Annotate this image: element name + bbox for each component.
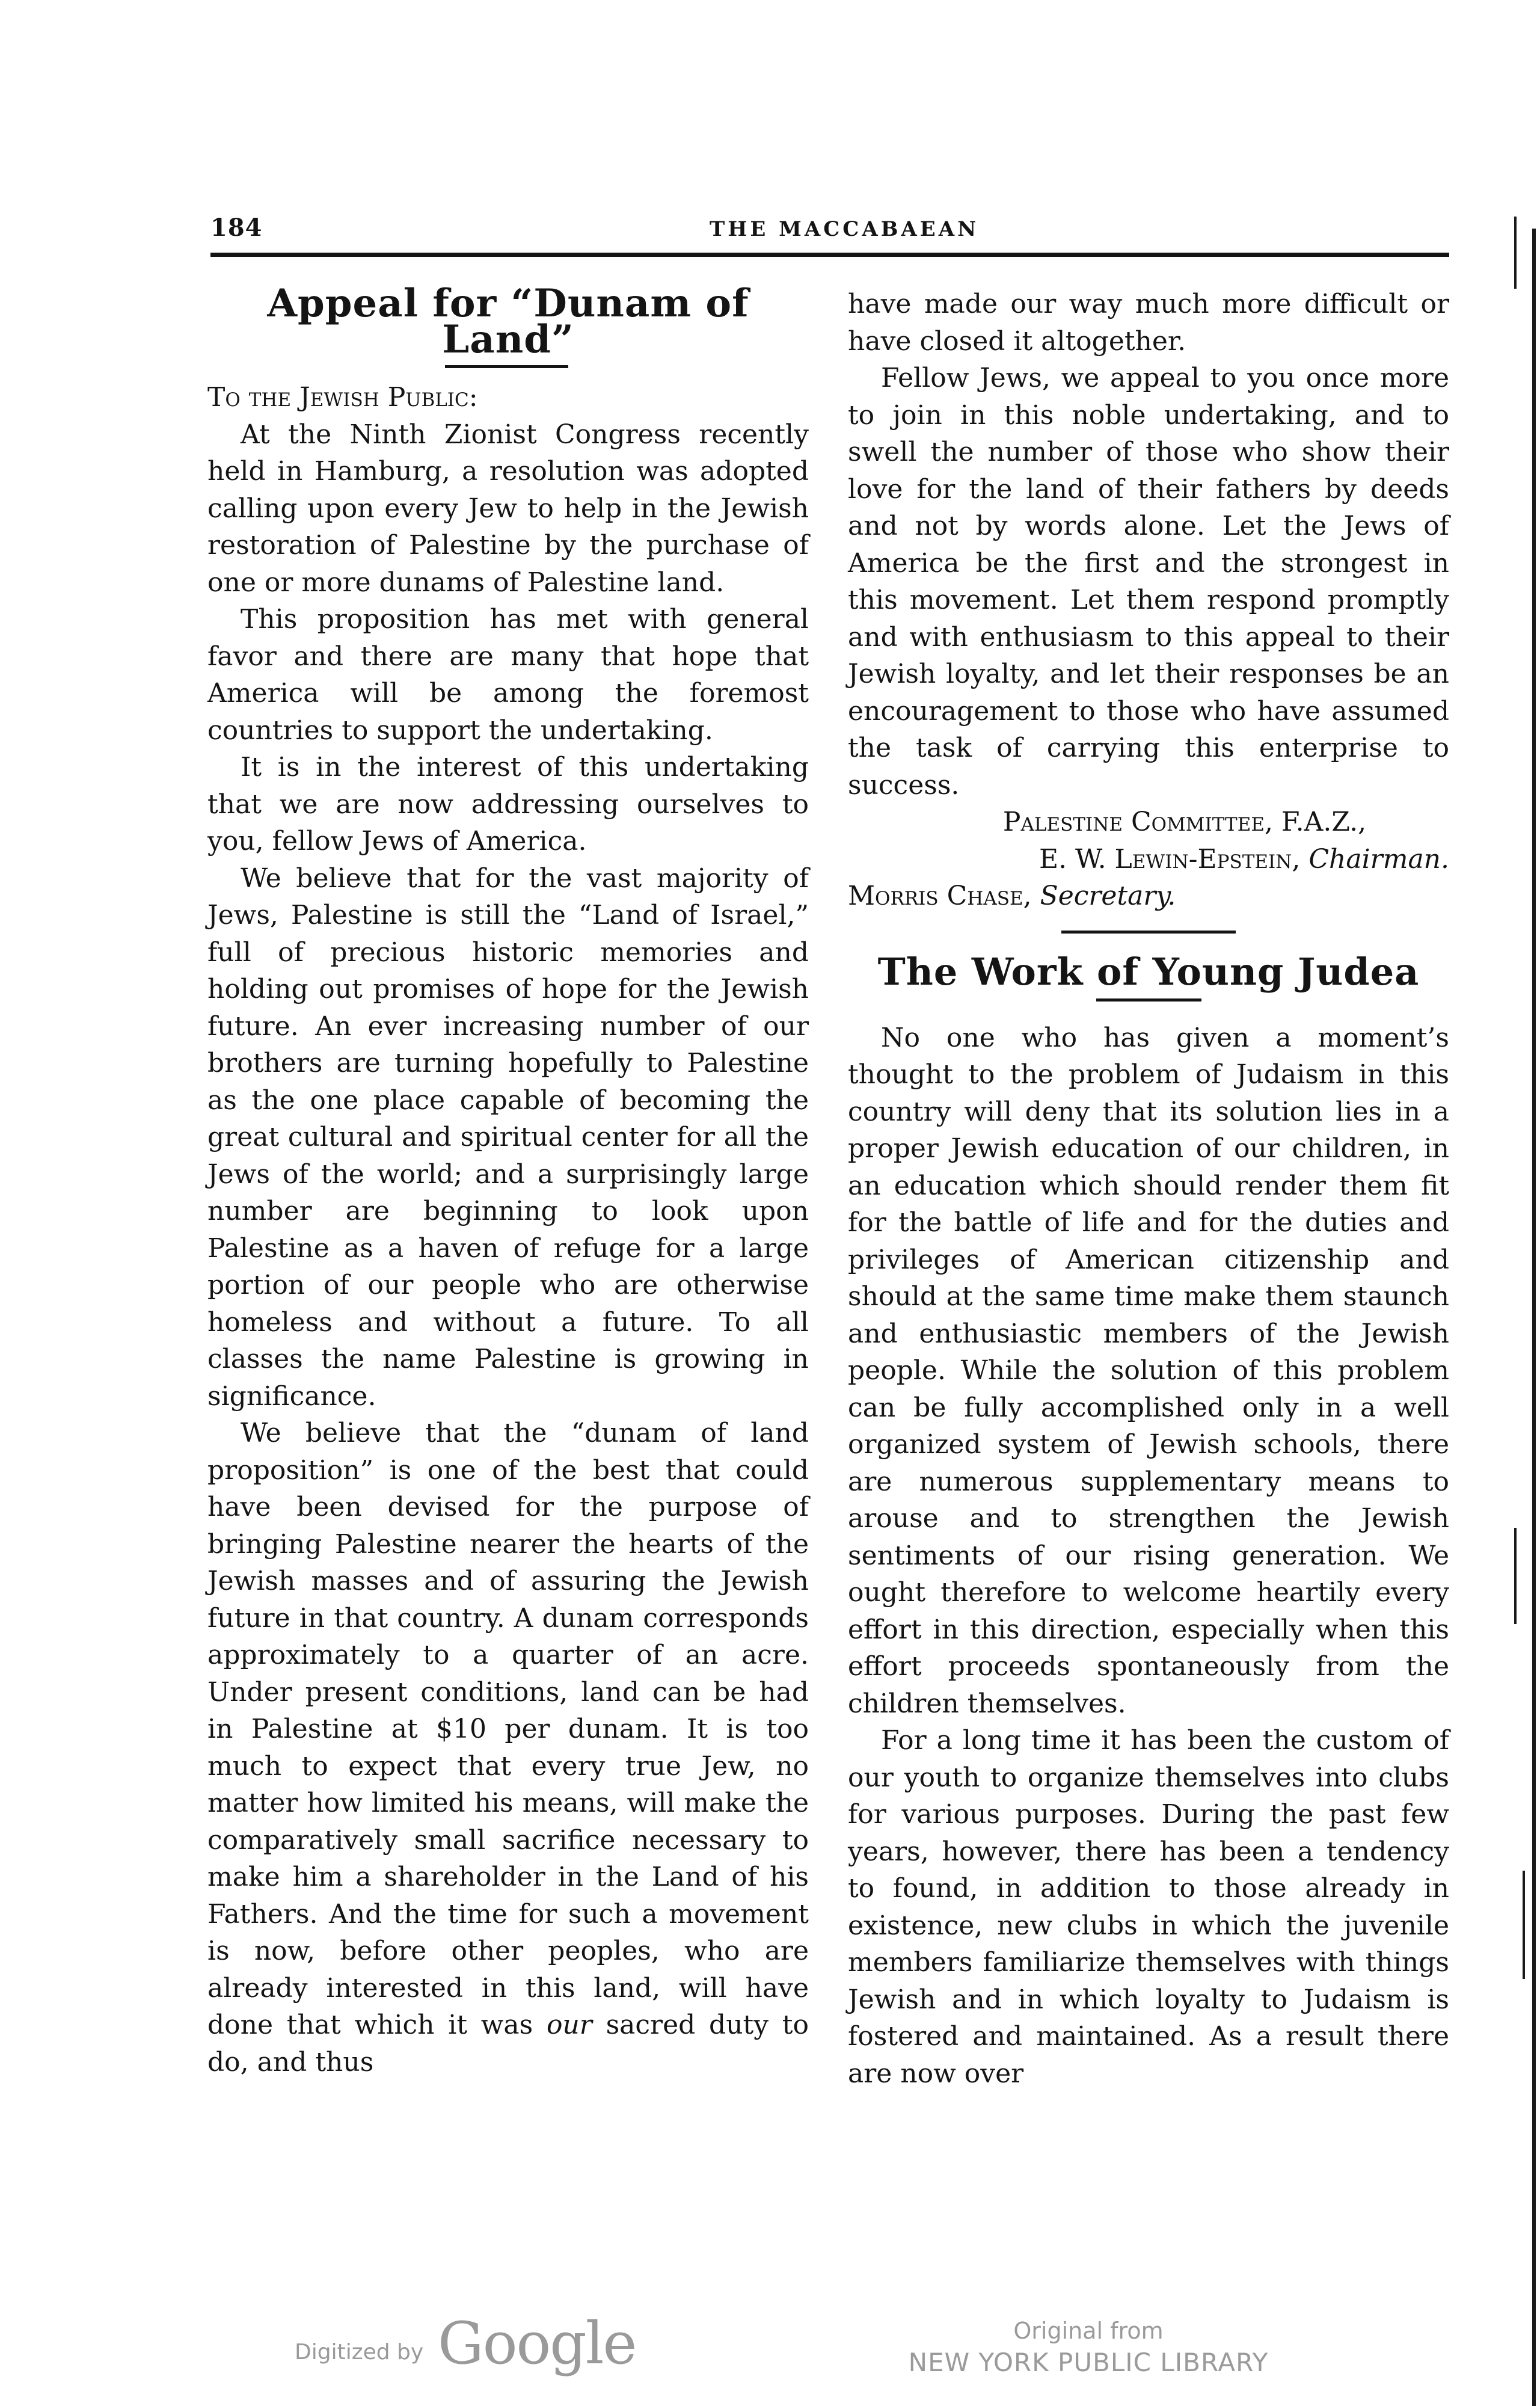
google-logo: Google bbox=[438, 2310, 636, 2377]
signature-role: Secretary. bbox=[1040, 881, 1176, 911]
paragraph-tail: sacred duty to do, and thus bbox=[207, 2010, 809, 2078]
article-title: The Work of Young Judea bbox=[877, 949, 1420, 994]
binding-edge-line bbox=[1514, 217, 1517, 289]
digitized-by-watermark bbox=[295, 2310, 836, 2382]
article-title-line2: Land” bbox=[442, 317, 574, 362]
left-column bbox=[207, 281, 809, 2081]
salutation: To the Jewish Public: bbox=[207, 382, 478, 413]
header-rule bbox=[210, 253, 1449, 257]
original-from-text: Original from bbox=[1013, 2318, 1164, 2344]
paragraph: This proposition has met with general favor and there are many that hope that America will be among the foremost countries to support the undertaking. bbox=[207, 604, 809, 746]
paragraph: It is in the interest of this undertaking that we are now addressing ourselves to you, fellow Jews of America. bbox=[207, 752, 809, 857]
article-title-line1: Appeal for “Dunam of bbox=[267, 281, 749, 326]
signature-secretary bbox=[848, 878, 1449, 915]
binding-edge-line bbox=[1532, 229, 1536, 2406]
binding-edge-line bbox=[1523, 1871, 1525, 1979]
binding-edge-line bbox=[1514, 1528, 1517, 1624]
paragraph: At the Ninth Zionist Congress recently held in Hamburg, a resolution was adopted calling upon every Jew to help in the Jewish restoration of Palestine by the purchase of one or more dunams of Palestine land. bbox=[207, 419, 809, 598]
title-rule bbox=[445, 365, 568, 368]
paragraph: We believe that for the vast majority of Jews, Palestine is still the “Land of Israel,” full of precious historic memories and holding out promises of hope for the Jewish future. An ever increasing number of our brothers are turning hopefully to Palestine as the one place capable of becoming the great cultural and spiritual center for all the Jews of the world; and a surprisingly large number are beginning to look upon Palestine as a haven of refuge for a large portion of our people who are otherwise homeless and without a future. To all classes the name Palestine is growing in significance. bbox=[207, 863, 809, 1412]
signature-name: E. W. Lewin-Epstein, bbox=[1038, 843, 1309, 875]
title-rule bbox=[1096, 998, 1201, 1001]
page-number: 184 bbox=[210, 214, 263, 242]
signature-name: Morris Chase, bbox=[848, 881, 1040, 911]
article-title bbox=[207, 281, 809, 362]
paragraph: No one who has given a moment’s thought to the problem of Judaism in this country will deny that its solution lies in a proper Jewish education of our children, in an education which should render them fit for the battle of life and for the duties and privileges of American citizenship and should at the same time make them staunch and enthusiastic members of the Jewish people. While the solution of this problem can be fully accomplished only in a well organized system of Jewish schools, there are numerous supplementary means to arouse and to strengthen the Jewish sentiments of our rising generation. We ought therefore to welcome heartily every effort in this direction, especially when this effort proceeds spontaneously from the children themselves. bbox=[848, 1022, 1449, 1719]
paragraph: For a long time it has been the custom of our youth to organize themselves into clubs for various purposes. During the past few years, however, there has been a tendency to found, in addition to those already in existence, new clubs in which the juvenile members familiarize themselves with things Jewish and in which loyalty to Judaism is fostered and maintained. As a result there are now over bbox=[848, 1725, 1449, 2089]
signature-role: Chairman. bbox=[1308, 843, 1449, 875]
journal-title: THE MACCABAEAN bbox=[710, 217, 980, 241]
paragraph bbox=[207, 1415, 809, 2081]
emphasis-word: our bbox=[546, 2010, 592, 2040]
section-rule bbox=[1061, 931, 1236, 934]
original-from-watermark bbox=[896, 2316, 1281, 2380]
paragraph: Fellow Jews, we appeal to you once more to join in this noble undertaking, and to swell the number of those who show their love for the land of their fathers by deeds and not by words alone. Let the Jews of America be the first and the strongest in this movement. Let them respond promptly and with enthusiasm to this appeal to their Jewish loyalty, and let their responses be an encouragement to those who have assumed the task of carrying this enterprise to success. bbox=[848, 363, 1449, 801]
paragraph-text: We believe that the “dunam of land proposition” is one of the best that could have been devised for the purpose of bringing Palestine nearer the hearts of the Jewish masses and of assuring the Jewish future in that country. A dunam corresponds approximately to a quarter of an acre. Under present conditions, land can be had in Palestine at $10 per dunam. It is too much to expect that every true Jew, no matter how limited his means, will make the comparatively small sacrifice necessary to make him a shareholder in the Land of his Fathers. And the time for such a movement is now, before other peoples, who are already interested in this land, will have done that which it was bbox=[207, 1418, 809, 2040]
library-name: NEW YORK PUBLIC LIBRARY bbox=[908, 2348, 1269, 2377]
signature-chairman bbox=[848, 841, 1449, 878]
paragraph-continued: have made our way much more difficult or have closed it altogether. bbox=[848, 289, 1449, 357]
running-head bbox=[210, 214, 1455, 256]
signature-committee: Palestine Committee, F.A.Z., bbox=[1002, 807, 1367, 837]
digitized-by-text: Digitized by bbox=[295, 2340, 424, 2364]
right-column bbox=[848, 286, 1449, 2092]
